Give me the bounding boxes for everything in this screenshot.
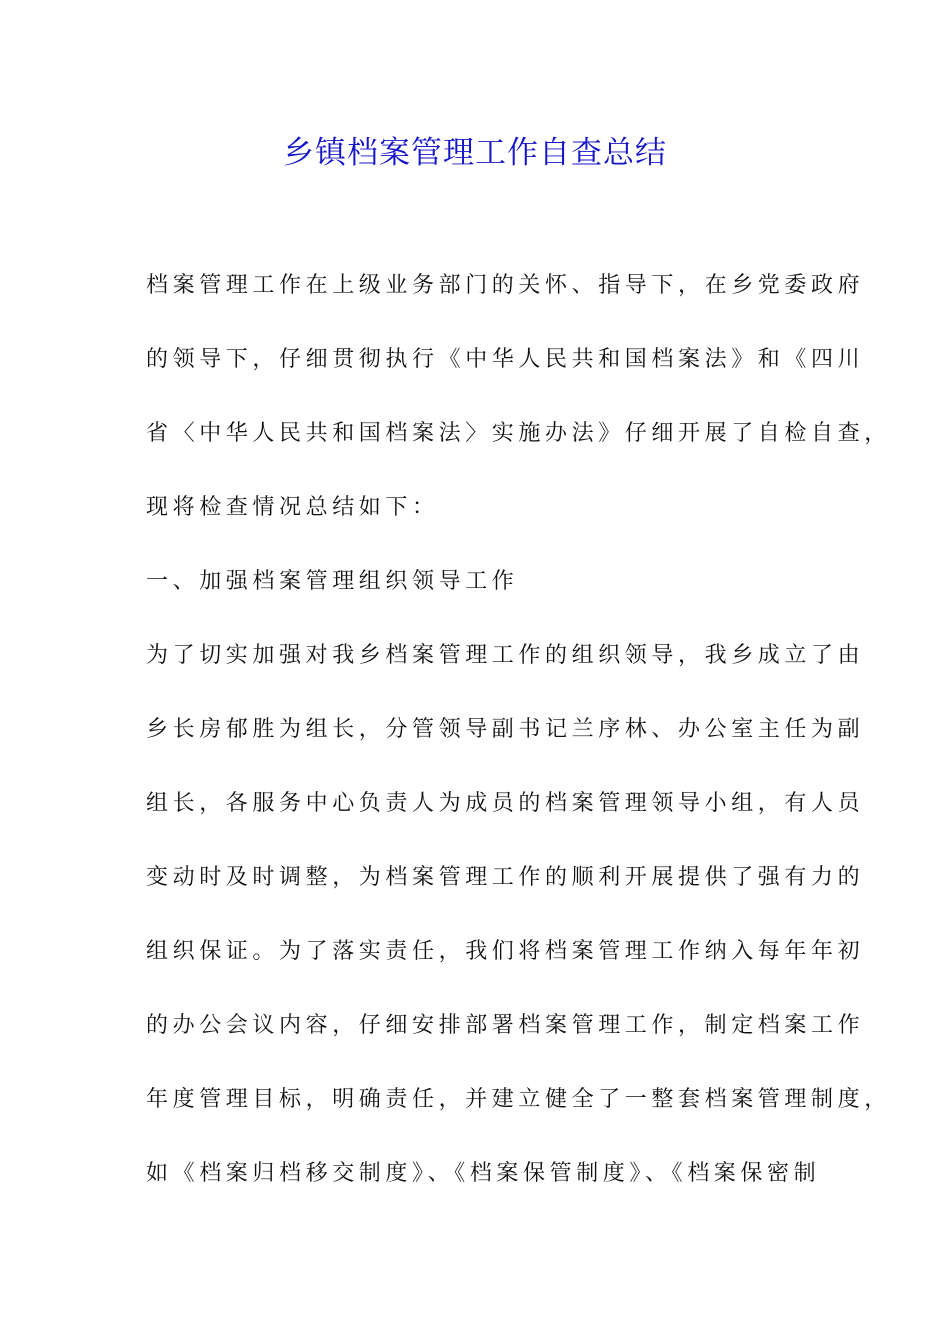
text-line: 如《档案归档移交制度》、《档案保管制度》、《档案保密制 — [146, 1161, 821, 1186]
text-line: 省〈中华人民共和国档案法〉实施办法》仔细开展了自检自查， — [146, 421, 891, 446]
text-line: 组长，各服务中心负责人为成员的档案管理领导小组，有人员 — [146, 791, 865, 816]
text-line: 为了切实加强对我乡档案管理工作的组织领导，我乡成立了由 — [146, 643, 865, 668]
text-line: 组织保证。为了落实责任，我们将档案管理工作纳入每年年初 — [146, 939, 865, 964]
text-line: 档案管理工作在上级业务部门的关怀、指导下，在乡党委政府 — [146, 273, 865, 298]
document-body — [146, 262, 891, 1224]
text-line: 乡长房郁胜为组长，分管领导副书记兰序林、办公室主任为副 — [146, 717, 865, 742]
text-line: 的办公会议内容，仔细安排部署档案管理工作，制定档案工作 — [146, 1013, 865, 1038]
text-line: 年度管理目标，明确责任，并建立健全了一整套档案管理制度， — [146, 1087, 891, 1112]
text-line: 变动时及时调整，为档案管理工作的顺利开展提供了强有力的 — [146, 865, 865, 890]
text-line: 的领导下，仔细贯彻执行《中华人民共和国档案法》和《四川 — [146, 347, 865, 372]
text-line: 现将检查情况总结如下： — [146, 495, 439, 520]
section-heading: 一、加强档案管理组织领导工作 — [146, 569, 519, 594]
document-title: 乡镇档案管理工作自查总结 — [283, 135, 667, 171]
